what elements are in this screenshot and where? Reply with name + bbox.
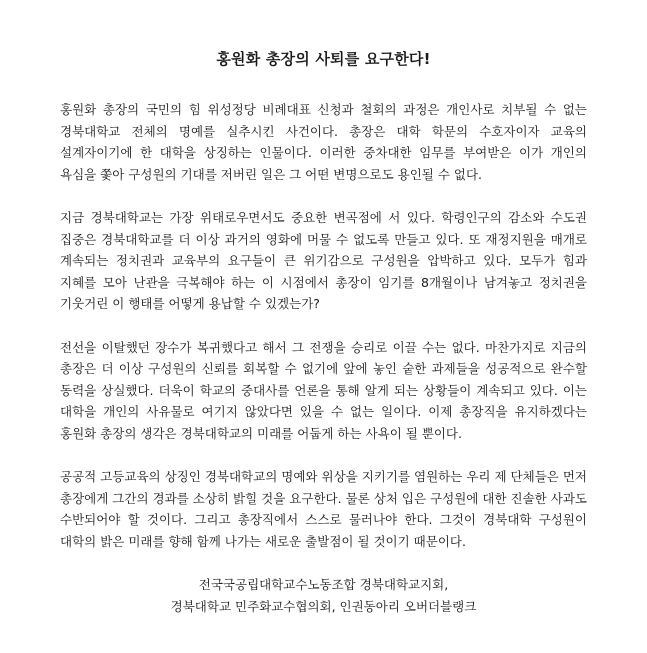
paragraph-2: 지금 경북대학교는 가장 위태로우면서도 중요한 변곡점에 서 있다. 학령인구의 감소와 수도권 집중은 경북대학교를 더 이상 과거의 영화에 머물 수 없도록 만들고 있다. 또 재정지원을 매개로 계속되는 정치권과 교육부의 요구들이 큰 위기감으로 구성원을 압박하고 있다. 모두가 힘과 지혜를 모아 난관을 극복해야 하는 이 시점에서 총장이 임기를 8개월이나 남겨놓고 정치권을 기웃거린 이 행태를 어떻게 용납할 수 있겠는가? [60, 210, 587, 311]
paragraph-1: 홍원화 총장의 국민의 힘 위성정당 비례대표 신청과 철회의 과정은 개인사로 치부될 수 없는 경북대학교 전체의 명예를 실추시킨 사건이다. 총장은 대학 학문의 수호자이자 교육의 설계자이기에 한 대학을 상징하는 인물이다. 이러한 중차대한 임무를 부여받은 이가 개인의 욕심을 쫓아 구성원의 기대를 저버린 일은 그 어떤 변명으로도 용인될 수 없다. [60, 102, 587, 182]
signature-line-2: 경북대학교 민주화교수협의회, 인권동아리 오버더블랭크 [170, 599, 477, 614]
signature-block [60, 574, 587, 618]
document-body [60, 99, 587, 552]
paragraph-4: 공공적 고등교육의 상징인 경북대학교의 명예와 위상을 지키기를 염원하는 우리 제 단체들은 먼저 총장에게 그간의 경과를 소상히 밝힐 것을 요구한다. 물론 상처 입은 구성원에 대한 진솔한 사과도 수반되어야 할 것이다. 그리고 총장직에서 스스로 물러나야 한다. 그것이 경북대학 구성원이 대학의 밝은 미래를 향해 함께 나가는 새로운 출발점이 될 것이기 때문이다. [60, 469, 587, 549]
document-title: 홍원화 총장의 사퇴를 요구한다! [216, 50, 431, 68]
paragraph-3: 전선을 이탈했던 장수가 복귀했다고 해서 그 전쟁을 승리로 이끌 수는 없다. 마찬가지로 지금의 총장은 더 이상 구성원의 신뢰를 회복할 수 없기에 앞에 놓인 숱한 과제들을 성공적으로 완수할 동력을 상실했다. 더욱이 학교의 중대사를 언론을 통해 알게 되는 상황들이 계속되고 있다. 이는 대학을 개인의 사유물로 여기지 않았다면 있을 수 없는 일이다. 이제 총장직을 유지하겠다는 홍원화 총장의 생각은 경북대학교의 미래를 어둡게 하는 사욕이 될 뿐이다. [60, 339, 587, 441]
signature-line-1: 전국국공립대학교수노동조합 경북대학교지회, [198, 577, 449, 592]
